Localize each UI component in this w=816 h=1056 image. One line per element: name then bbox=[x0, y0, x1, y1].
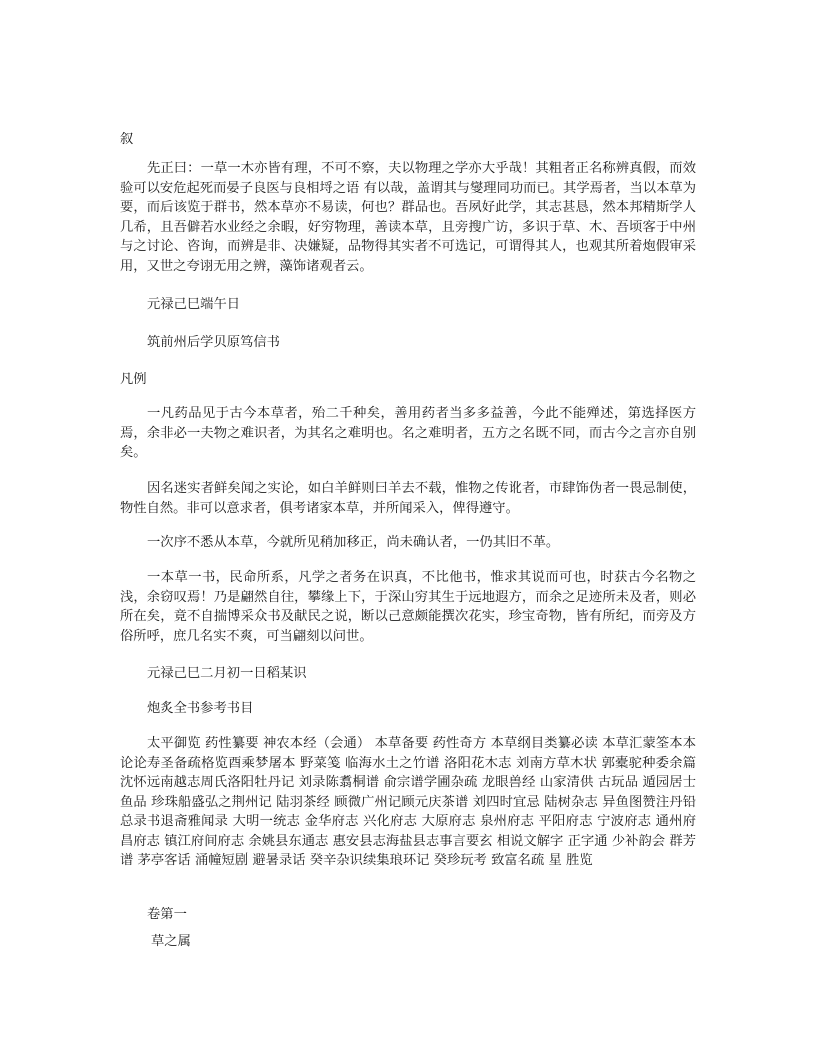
rules-paragraph-3: 一次序不悉从本草，今就所见稍加移正，尚未确认者，一仍其旧不革。 bbox=[147, 535, 560, 550]
preface-date: 元禄己巳端午日 bbox=[147, 297, 241, 312]
references-title: 炮炙全书参考书目 bbox=[147, 701, 254, 716]
rules-date: 元禄己巳二月初一日稻某识 bbox=[147, 666, 307, 681]
preface-heading: 叙 bbox=[120, 132, 134, 147]
volume-title: 卷第一 bbox=[147, 907, 187, 922]
section-title: 草之属 bbox=[151, 934, 191, 949]
rules-paragraph-4: 一本草一书，民命所系，凡学之者务在识真，不比他书，惟求其说而可也，时获古今名物之浅，余窃叹焉！乃是翩然自往，攀缘上下，于深山穷其生于远地遐方，而余之足迹所未及者，则必所在矣，竟不自揣博采众书及献民之说，断以己意颇能撰次花实，珍宝奇物，皆有所纪，而旁及方俗所呼，庶几名实不爽，可当翩刻以问世。 bbox=[120, 570, 696, 644]
preface-author: 筑前州后学贝原笃信书 bbox=[147, 335, 280, 350]
rules-paragraph-1: 一凡药品见于古今本草者，殆二千种矣，善用药者当多多益善，今此不能殚述，第选择医方焉，余非必一夫物之难识者，为其名之难明也。名之难明者，五方之名既不同，而古今之言亦自别矣。 bbox=[120, 406, 696, 460]
rules-heading: 凡例 bbox=[120, 372, 147, 387]
references-list: 太平御览 药性纂要 神农本经（会通） 本草备要 药性奇方 本草纲目类纂必读 本草汇蒙筌本本论论寿圣备疏格览酉乘梦屠本 野菜笺 临海水土之竹谱 洛阳花木志 刘南方草木状 郭橐驼种委余篇 沈怀远南越志周氏洛阳牡丹记 刘录陈翥桐谱 俞宗谱学圃杂疏 龙眼兽经 山家清供 古玩品 遁园居士鱼品 珍珠船盛弘之荆州记 陆羽茶经 顾微广州记顾元庆茶谱 刘四时宜忌 陆树杂志 异鱼图赞注丹铅总录书退斋雅闻录 大明一统志 金华府志 兴化府志 大原府志 泉州府志 平阳府志 宁波府志 通州府昌府志 镇江府间府志 余姚县东通志 惠安县志海盐县志事言要玄 相说文解字 正字通 少补韵会 群芳谱 茅亭客话 涌幢短剧 避暑录话 癸辛杂识续集琅环记 癸珍玩考 致富名疏 星 胜览 bbox=[120, 736, 696, 868]
rules-paragraph-2: 因名迷实者鲜矣闻之实论，如白羊鲜则曰羊去不载，惟物之传讹者，市肆饰伪者一畏忌制使，物性自然。非可以意求者，俱考诸家本草，并所闻采入，俾得遵守。 bbox=[120, 481, 696, 516]
preface-body: 先正曰：一草一木亦皆有理，不可不察，夫以物理之学亦大乎哉！其粗者正名称辨真假，而效验可以安危起死而晏子良医与良相埒之语 有以哉，盖谓其与燮理同功而已。其学焉者，当以本草为要，而后该览于群书，然本草亦不易读，何也？群品也。吾夙好此学，其志甚恳，然本邦精斯学人几希，且吾僻若水业经之余暇，好穷物理，善读本草，且旁搜广访，多识于草、木、吾顷客于中州与之讨论、咨询，而辨是非、决嫌疑，品物得其实者不可选记，可谓得其人，也观其所着炮假审采用，又世之夸诩无用之辨，藻饰诸观者云。 bbox=[120, 161, 696, 274]
